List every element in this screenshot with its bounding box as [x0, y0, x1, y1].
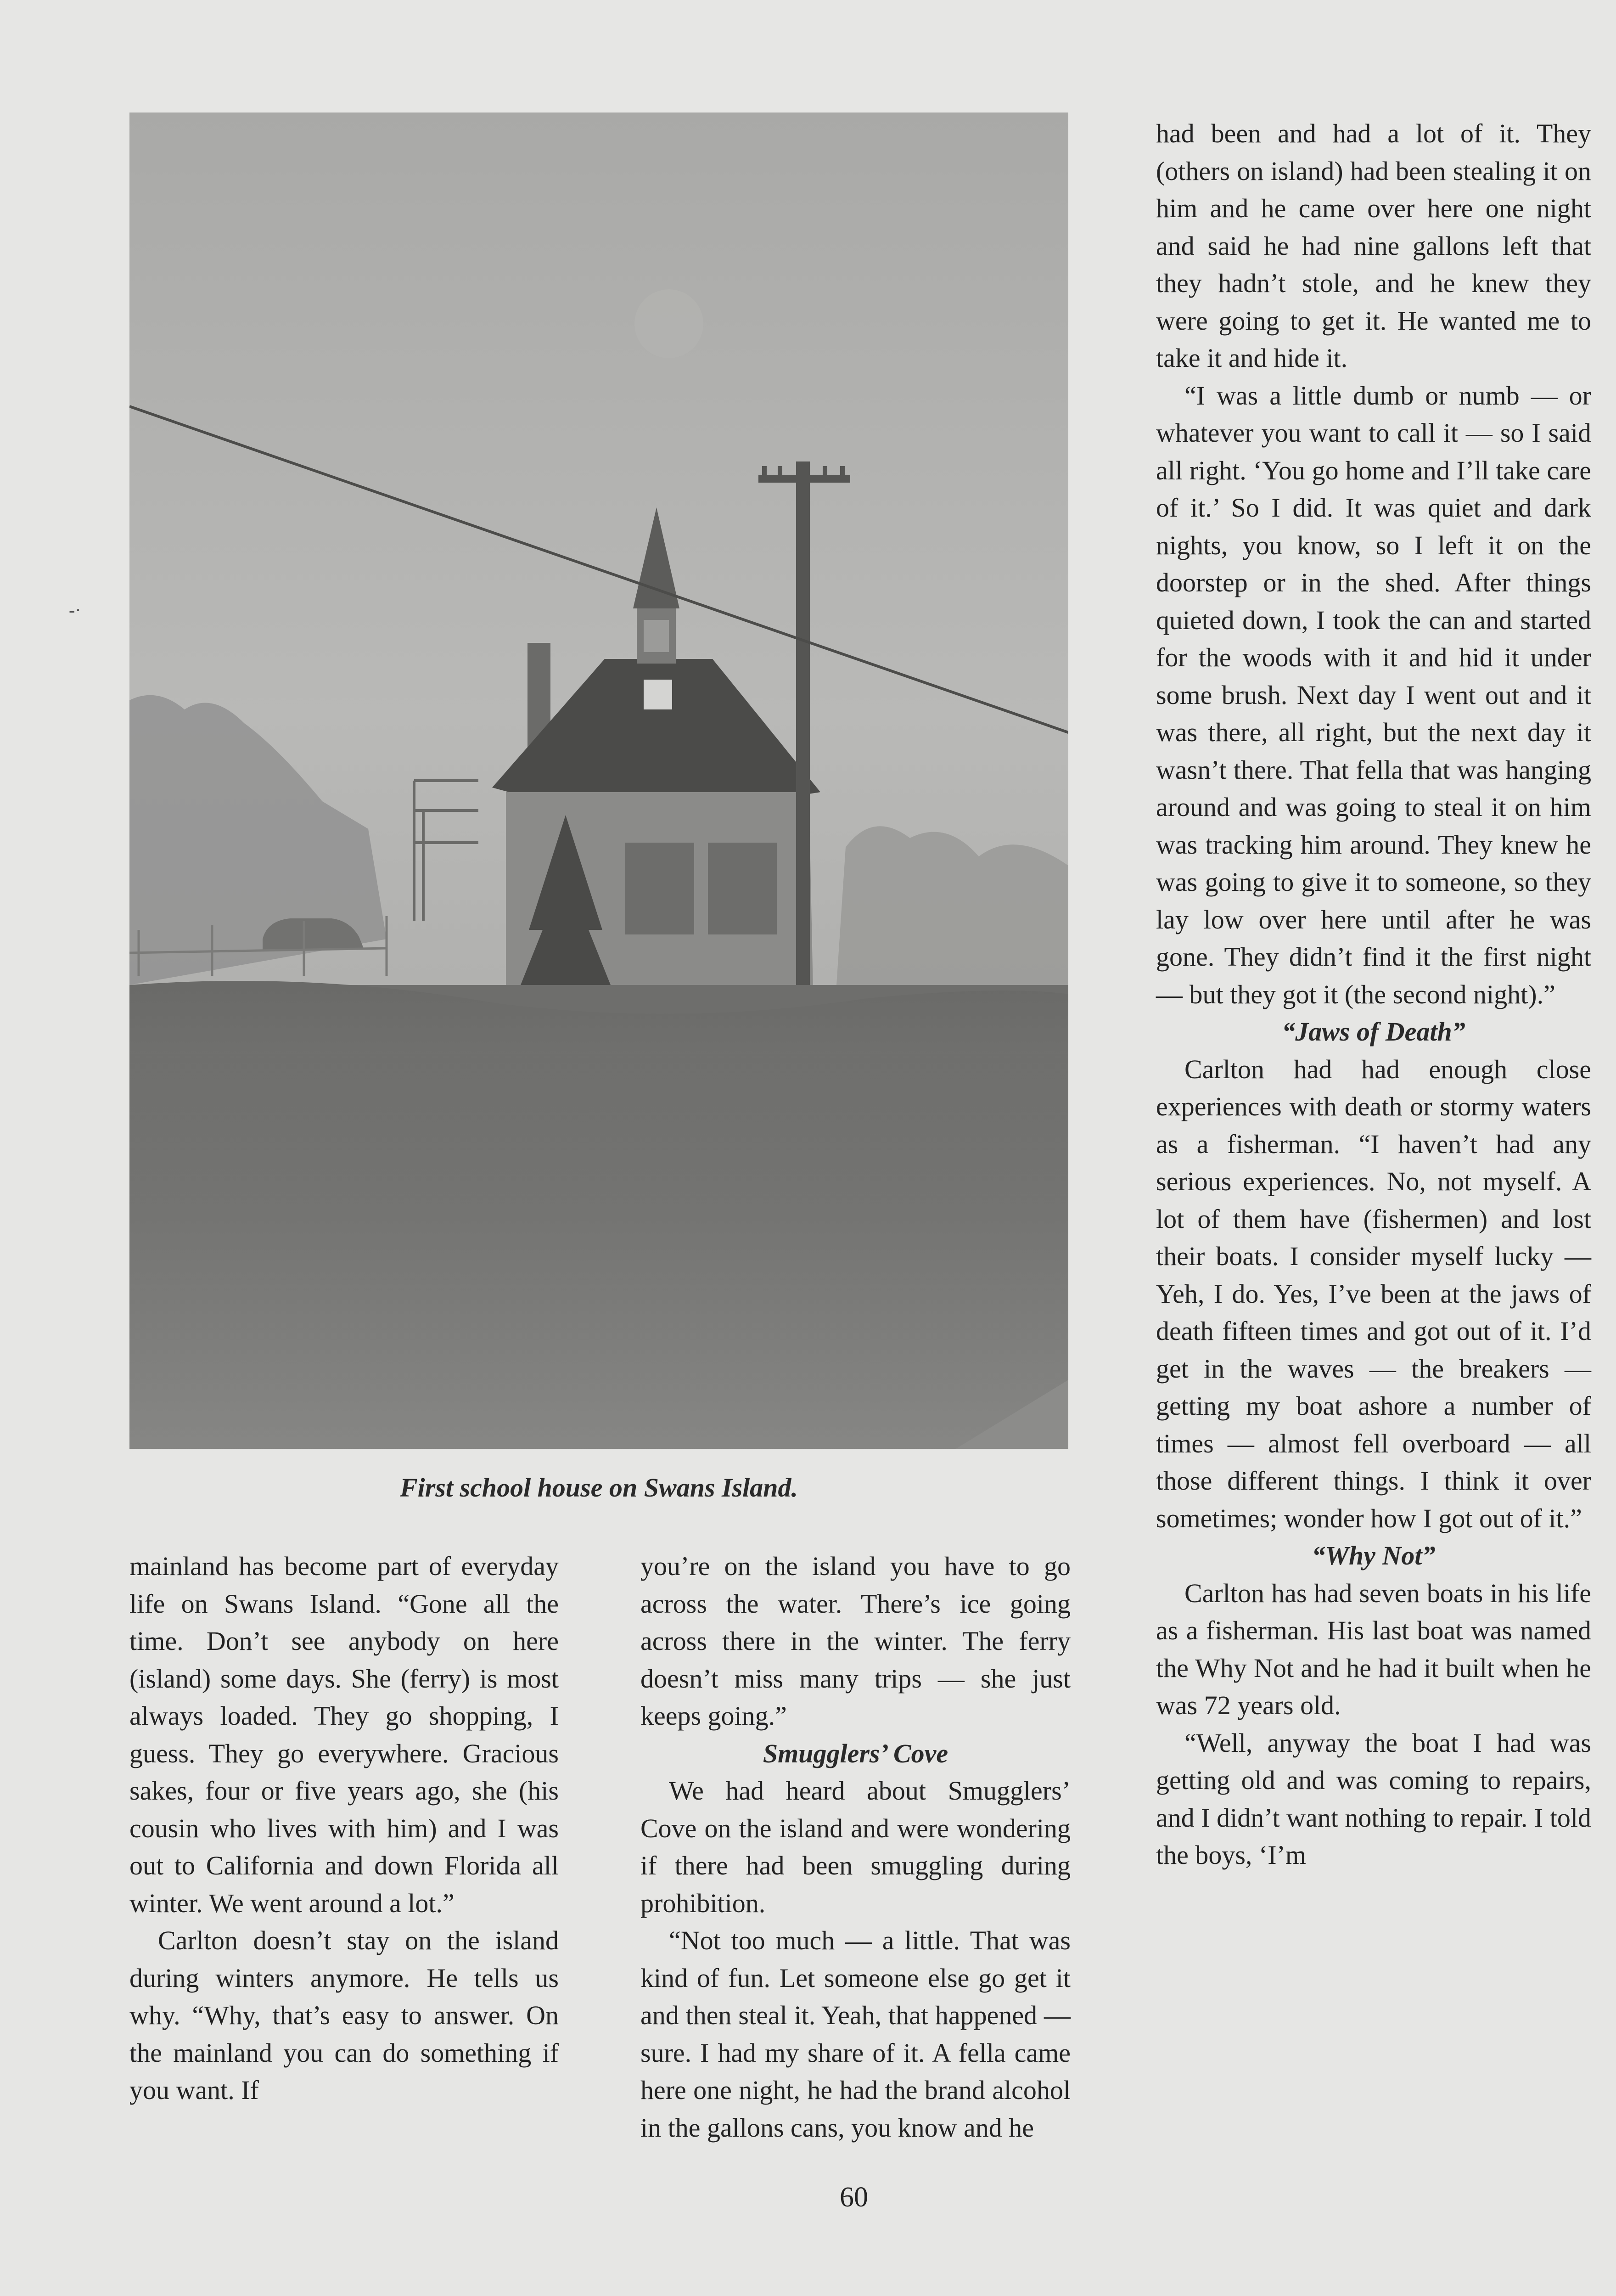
page-number: 60 — [840, 2182, 868, 2213]
scan-mark: -· — [69, 600, 81, 620]
article-column-right — [1156, 115, 1591, 1874]
article-column-left — [129, 1548, 559, 2109]
article-column-middle — [640, 1548, 1071, 2146]
paragraph: We had heard about Smugglers’ Cove on the island and were wondering if there had been smuggling during prohibition. — [640, 1776, 1071, 1918]
paragraph: had been and had a lot of it. They (others on island) had been stealing it on him and he came over here one night and said he had nine gallons left that they hadn’t stole, and he knew they were going to get it. He wanted me to take it and hide it. — [1156, 118, 1591, 373]
photo-caption: First school house on Swans Island. — [399, 1473, 798, 1503]
paragraph: Carlton had had enough close experiences with death or stormy waters as a fisherman. “I haven’t had any serious experiences. No, not myself. A lot of them have (fishermen) and lost their boats. I consider myself lucky — Yeh, I do. Yes, I’ve been at the jaws of death fifteen times and got out of it. I’d get in the waves — the breakers — getting my boat ashore a number of times — almost fell overboard — all those different things. I think it over sometimes; wonder how I got out of it.” — [1156, 1054, 1591, 1533]
school-house-photo — [129, 113, 1068, 1449]
paragraph: “Well, anyway the boat I had was getting old and was coming to repairs, and I didn’t want nothing to repair. I told the boys, ‘I’m — [1156, 1728, 1591, 1870]
paragraph: “I was a little dumb or numb — or whatever you want to call it — so I said all right. ‘You go home and I’ll take care of it.’ So I did. It was quiet and dark nights, you know, so I left it on the doorstep or in the shed. After things quieted down, I took the can and started for the woods with it and hid it under some brush. Next day I went out and it was there, all right, but the next day it wasn’t there. That fella that was hanging around and was going to steal it on him was tracking him around. They knew he was going to give it to someone, so they lay low over here until after he was gone. They didn’t find it the first night — but they got it (the second night).” — [1156, 380, 1591, 1009]
section-heading: “Jaws of Death” — [1282, 1017, 1465, 1047]
paragraph: “Not too much — a little. That was kind of fun. Let someone else go get it and then steal it. Yeah, that happened — sure. I had my share of it. A fella came here one night, he had the brand alcohol in the gallons cans, you know and he — [640, 1925, 1071, 2143]
section-heading: Smugglers’ Cove — [763, 1738, 948, 1768]
photo-image — [129, 113, 1068, 1449]
paragraph: Carlton doesn’t stay on the island during winters anymore. He tells us why. “Why, that’s easy to answer. On the mainland you can do something if you want. If — [129, 1925, 559, 2105]
paragraph: mainland has become part of everyday life on Swans Island. “Gone all the time. Don’t see anybody on here (island) some days. She (ferry) is most always loaded. They go shopping, I guess. They go everywhere. Gracious sakes, four or five years ago, she (his cousin who lives with him) and I was out to California and down Florida all winter. We went around a lot.” — [129, 1551, 559, 1918]
paragraph: you’re on the island you have to go across the water. There’s ice going across there in the winter. The ferry doesn’t miss many trips — she just keeps going.” — [640, 1551, 1071, 1731]
section-heading: “Why Not” — [1312, 1541, 1436, 1570]
paragraph: Carlton has had seven boats in his life as a fisherman. His last boat was named the Why Not and he had it built when he was 72 years old. — [1156, 1578, 1591, 1720]
